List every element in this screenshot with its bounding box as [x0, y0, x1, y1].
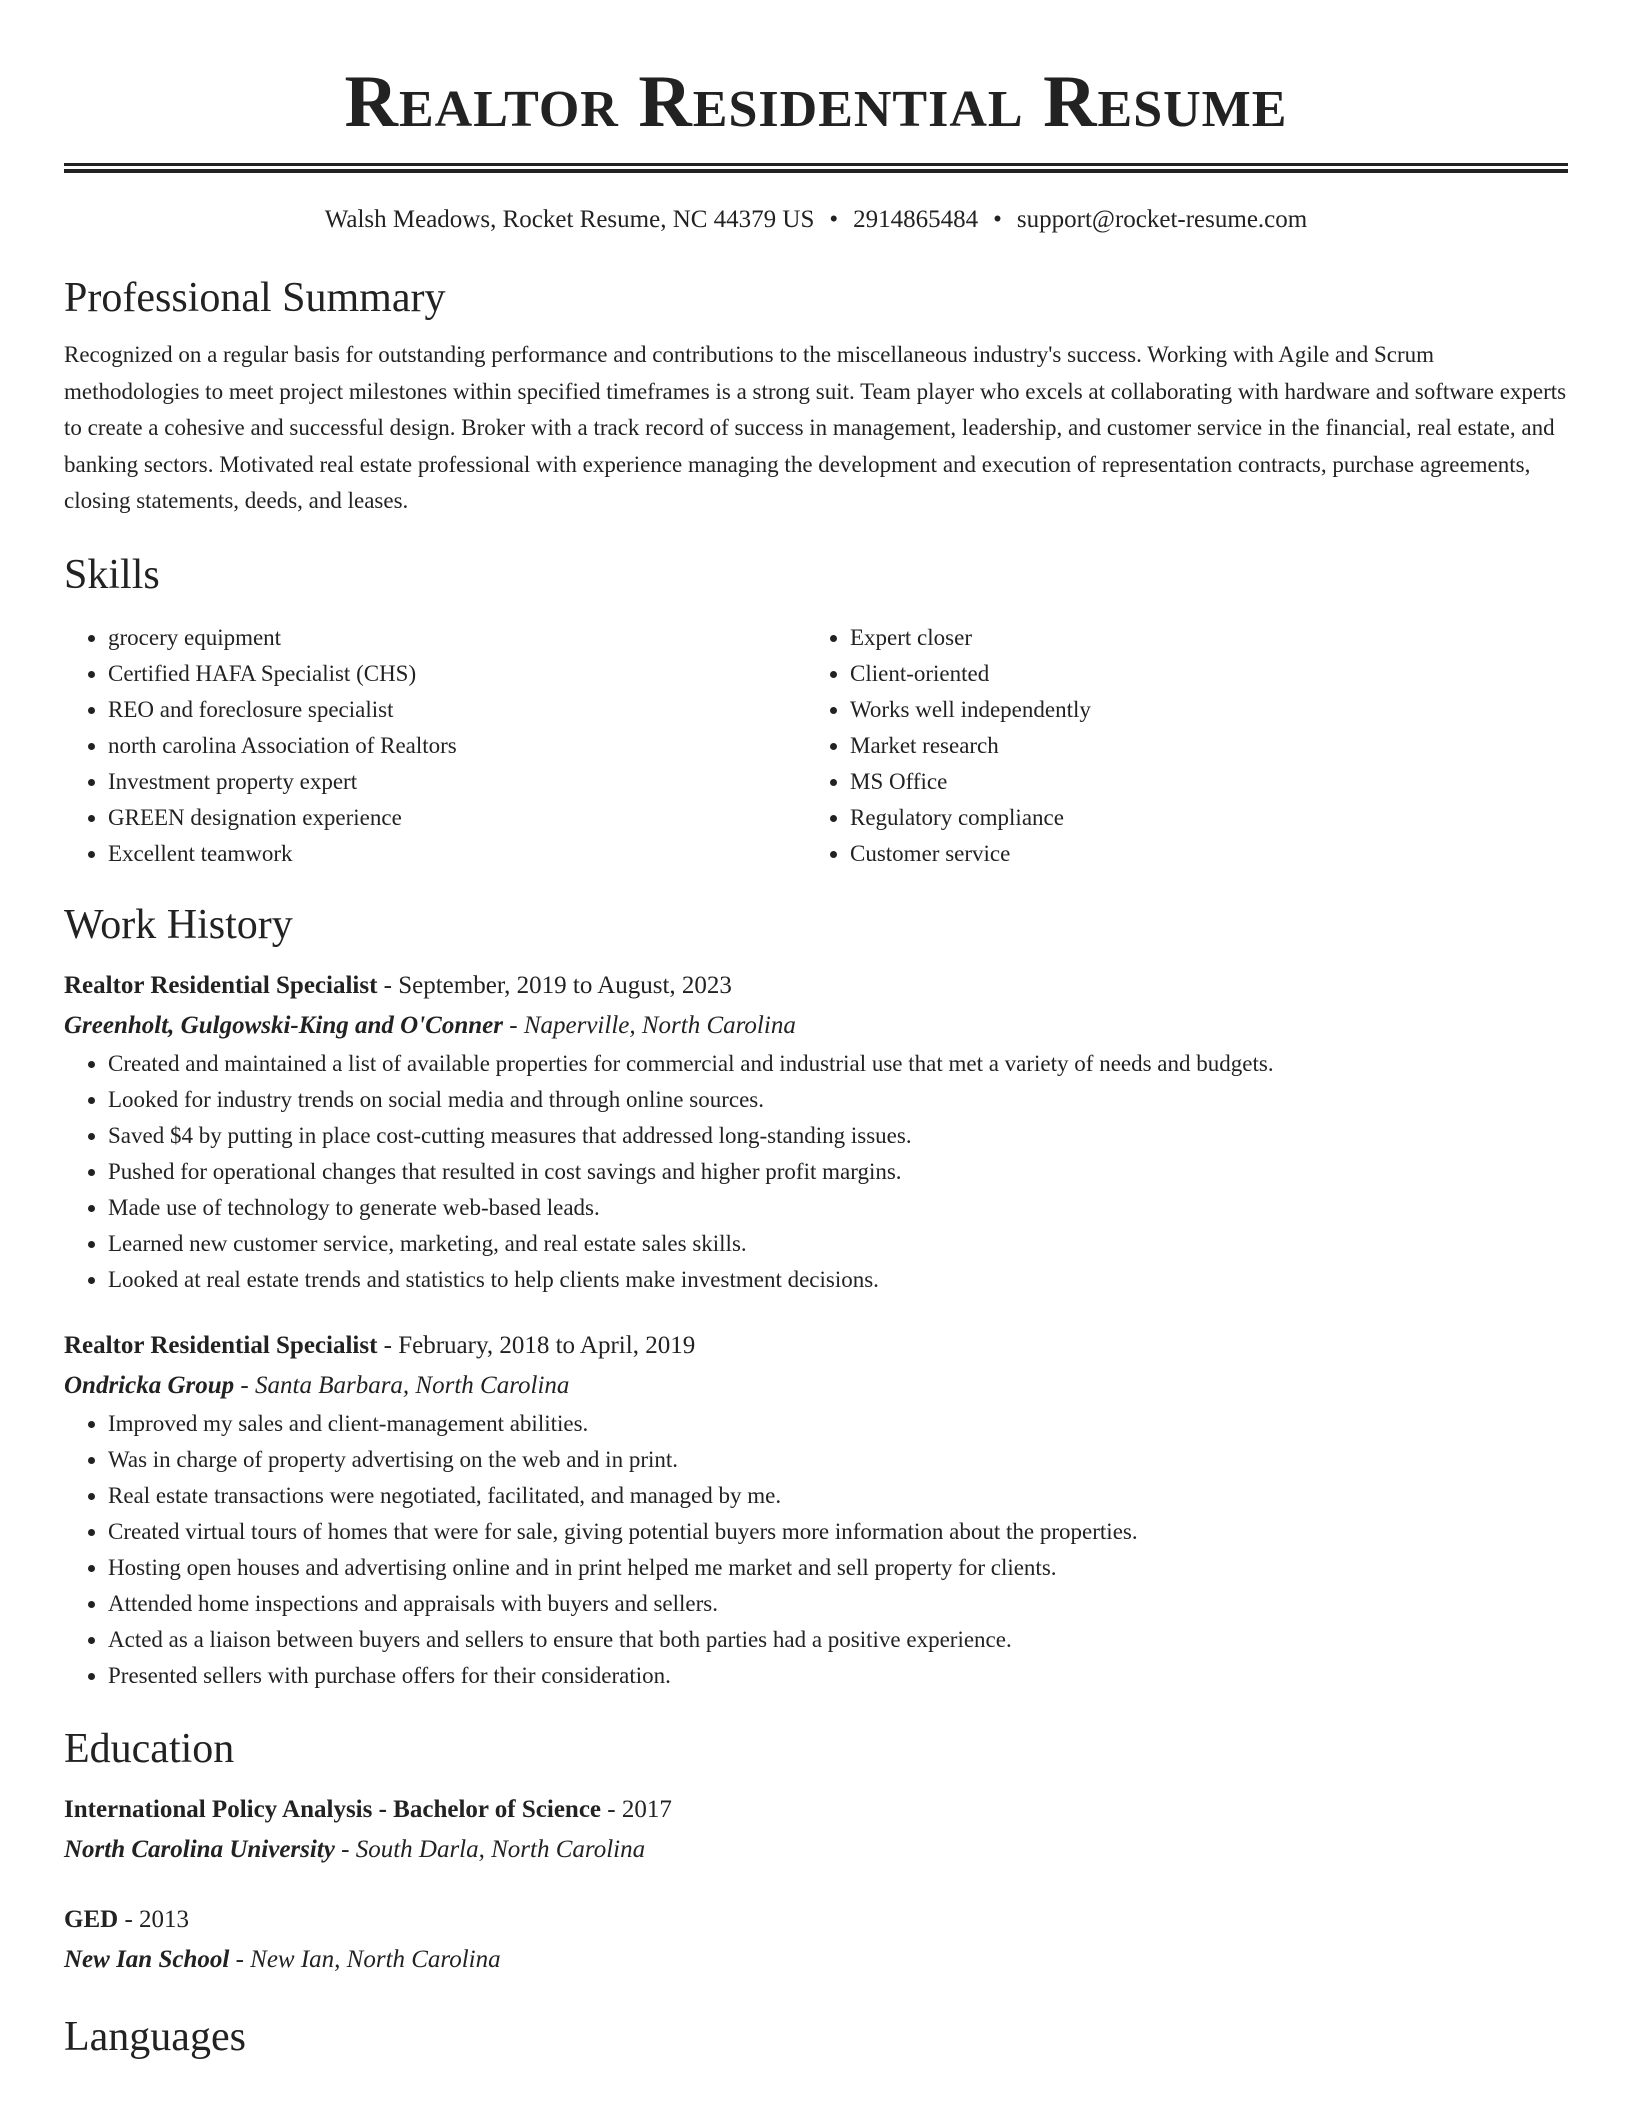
summary-text: Recognized on a regular basis for outstanding performance and contributions to the miscellaneous industry's success. Working with Agile and Scrum methodologies to meet project milestones within specified timeframes is a strong suit. Team player who excels at collaborating with hardware and software experts to create a cohesive and successful design. Broker with a track record of success in management, leadership, and customer service in the financial, real estate, and banking sectors. Motivated real estate professional with experience managing the development and execution of representation contracts, purchase agreements, closing statements, deeds, and leases. [64, 342, 1567, 513]
contact-phone: 2914865484 [853, 206, 979, 233]
contact-line [64, 203, 1568, 237]
job-duty: • Looked for industry trends on social media and through online sources. [108, 1082, 1568, 1118]
job-duties-list [64, 1406, 1568, 1694]
education-entry [64, 1900, 1568, 1980]
job-duty: • Was in charge of property advertising on the web and in print. [108, 1442, 1568, 1478]
job-duty: • Created and maintained a list of available properties for commercial and industrial use that met a variety of needs and budgets. [108, 1046, 1568, 1082]
skill-item: • REO and foreclosure specialist [108, 692, 806, 728]
resume-page [64, 0, 1568, 2064]
skills-heading: Skills [64, 551, 160, 598]
degree-year: - 2017 [601, 1795, 672, 1823]
job-dates: - February, 2018 to April, 2019 [377, 1331, 696, 1359]
education-heading: Education [64, 1725, 235, 1772]
skill-item: • Client-oriented [850, 656, 1548, 692]
job-entry [64, 1326, 1568, 1694]
skill-item: • Market research [850, 728, 1548, 764]
school-name: North Carolina University [64, 1835, 335, 1863]
skills-list-left [64, 620, 806, 872]
school-location: - New Ian, North Carolina [229, 1945, 501, 1973]
school-location: - South Darla, North Carolina [334, 1835, 646, 1863]
skill-item: • Certified HAFA Specialist (CHS) [108, 656, 806, 692]
job-duty: • Created virtual tours of homes that were for sale, giving potential buyers more information about the properties. [108, 1514, 1568, 1550]
school-name: New Ian School [64, 1945, 230, 1973]
skill-item: • Expert closer [850, 620, 1548, 656]
skill-item: • Works well independently [850, 692, 1548, 728]
job-duty: • Learned new customer service, marketing, and real estate sales skills. [108, 1226, 1568, 1262]
languages-heading: Languages [64, 2013, 246, 2060]
degree-year: - 2013 [118, 1905, 190, 1933]
job-company: Greenholt, Gulgowski-King and O'Conner [64, 1011, 503, 1039]
skill-item: • Regulatory compliance [850, 800, 1548, 836]
contact-email: support@rocket-resume.com [1016, 206, 1308, 233]
job-duty: • Real estate transactions were negotiated, facilitated, and managed by me. [108, 1478, 1568, 1514]
job-company-line [64, 1366, 1568, 1406]
skill-item: • north carolina Association of Realtors [108, 728, 806, 764]
skill-item: • Excellent teamwork [108, 836, 806, 872]
job-duty: • Hosting open houses and advertising online and in print helped me market and sell property for clients. [108, 1550, 1568, 1586]
skill-item: • grocery equipment [108, 620, 806, 656]
job-duty: • Made use of technology to generate web-based leads. [108, 1190, 1568, 1226]
summary-heading: Professional Summary [64, 275, 446, 321]
job-title: Realtor Residential Specialist [64, 1331, 378, 1359]
job-dates: - September, 2019 to August, 2023 [377, 971, 732, 999]
job-duty: • Saved $4 by putting in place cost-cutting measures that addressed long-standing issues. [108, 1118, 1568, 1154]
skill-item: • Investment property expert [108, 764, 806, 800]
job-duties-list [64, 1046, 1568, 1298]
resume-title: Realtor Residential Resume [344, 61, 1288, 143]
skill-item: • GREEN designation experience [108, 800, 806, 836]
degree-line [64, 1900, 1568, 1940]
skills-columns [64, 620, 1568, 872]
skill-item: • MS Office [850, 764, 1548, 800]
degree: GED [64, 1905, 119, 1933]
job-title-line [64, 1326, 1568, 1366]
skills-list-right [806, 620, 1548, 872]
job-duty: • Pushed for operational changes that resulted in cost savings and higher profit margins. [108, 1154, 1568, 1190]
job-duty: • Presented sellers with purchase offers for their consideration. [108, 1658, 1568, 1694]
contact-address: Walsh Meadows, Rocket Resume, NC 44379 US [324, 206, 815, 233]
work-history-heading: Work History [64, 901, 293, 948]
skill-item: • Customer service [850, 836, 1548, 872]
job-duty: • Looked at real estate trends and statistics to help clients make investment decisions. [108, 1262, 1568, 1298]
degree: International Policy Analysis - Bachelor of Science [64, 1795, 602, 1823]
contact-separator: • [829, 206, 839, 233]
school-line [64, 1940, 1568, 1980]
job-title: Realtor Residential Specialist [64, 971, 378, 999]
contact-separator: • [993, 206, 1002, 233]
school-line [64, 1830, 1568, 1870]
title-divider [64, 163, 1568, 173]
job-entry [64, 966, 1568, 1298]
job-location: - Naperville, North Carolina [503, 1011, 796, 1039]
job-duty: • Acted as a liaison between buyers and sellers to ensure that both parties had a positive experience. [108, 1622, 1568, 1658]
degree-line [64, 1790, 1568, 1830]
job-title-line [64, 966, 1568, 1006]
job-location: - Santa Barbara, North Carolina [234, 1371, 570, 1399]
job-duty: • Improved my sales and client-management abilities. [108, 1406, 1568, 1442]
job-company-line [64, 1006, 1568, 1046]
education-entry [64, 1790, 1568, 1870]
job-duty: • Attended home inspections and appraisals with buyers and sellers. [108, 1586, 1568, 1622]
job-company: Ondricka Group [64, 1371, 235, 1399]
